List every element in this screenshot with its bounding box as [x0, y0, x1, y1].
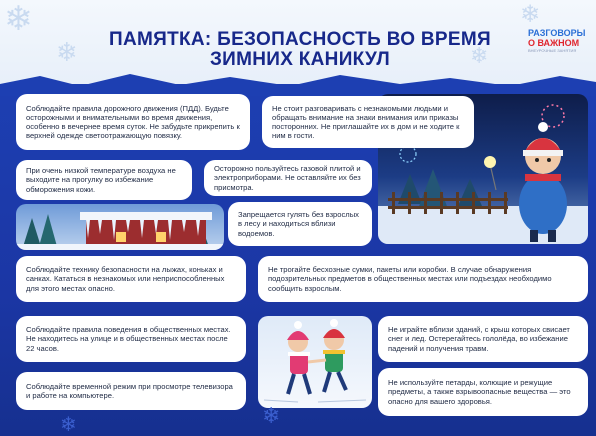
tip-card-screen-time: [16, 372, 246, 410]
tip-text: Осторожно пользуйтесь газовой плитой и электроприборами. Не оставляйте их без присмотра.: [214, 164, 361, 192]
tip-card-low-temperature: [16, 160, 192, 200]
tip-text: Запрещается гулять без взрослых в лесу и находиться вблизи водоемов.: [238, 210, 359, 238]
tip-card-fireworks: [378, 368, 588, 416]
logo: [528, 28, 592, 58]
tip-card-traffic-rules: [16, 94, 250, 150]
content-panel: [0, 84, 596, 436]
tip-text: Соблюдайте технику безопасности на лыжах, коньках и санках. Кататься в незнакомых или неприспособленных для этого местах опасно.: [26, 265, 225, 293]
snowflake-icon: ❄: [520, 0, 541, 28]
tip-card-gas-stove: [204, 160, 372, 196]
logo-line-2: О ВАЖНОМ: [528, 38, 580, 48]
tip-card-public-places: [16, 316, 246, 362]
snowflake-icon: ❄: [470, 44, 489, 69]
tip-card-forest-water: [228, 202, 372, 246]
logo-line-1: РАЗГОВОРЫ: [528, 28, 586, 38]
tip-text: Соблюдайте правила поведения в общественных местах. Не находитесь на улице и в общественных местах после 22 часов.: [26, 325, 231, 353]
tip-card-skiing-skating: [16, 256, 246, 302]
tip-text: Не используйте петарды, колющие и режущие предметы, а также взрывоопасные вещества — это опасно для вашего здоровья.: [388, 378, 571, 406]
title-line-2: ЗИМНИХ КАНИКУЛ: [209, 49, 391, 70]
tip-text: Не играйте вблизи зданий, с крыш которых свисает снег и лед. Остерегайтесь гололёда, во избежание падений и получения травм.: [388, 325, 570, 353]
title-line-1: ПАМЯТКА: БЕЗОПАСНОСТЬ ВО ВРЕМЯ: [109, 29, 491, 50]
snowflake-icon: ❄: [262, 404, 281, 429]
page-title: [90, 30, 510, 70]
icicles-house-illustration: [16, 204, 224, 250]
snowflake-icon: ❄: [60, 412, 77, 436]
tip-text: Соблюдайте временной режим при просмотре телевизора и работе на компьютере.: [26, 381, 233, 400]
tip-text: Не трогайте бесхозные сумки, пакеты или коробки. В случае обнаружения подозрительных предметов в общественных местах или подъездах необходимо сообщить взрослым.: [268, 265, 552, 293]
snowflake-icon: ❄: [56, 38, 78, 68]
snowflake-icon: ❄: [4, 0, 33, 39]
tip-text: Соблюдайте правила дорожного движения (ПДД). Будьте осторожными и внимательными во время движения, особенно в вечернее время суток. Не забудьте прикрепить к верхней одежде светоотражающую повязку.: [26, 103, 240, 141]
tip-card-icicles-ice: [378, 316, 588, 362]
tip-text: При очень низкой температуре воздуха не выходите на прогулку во избежание обморожения кожи.: [26, 166, 176, 194]
skaters-illustration: [258, 316, 372, 408]
tip-card-suspicious-items: [258, 256, 588, 302]
mountains-decoration: [0, 72, 596, 96]
logo-line-3: ВНЕУРОЧНЫЕ ЗАНЯТИЯ: [528, 48, 577, 53]
tip-text: Не стоит разговаривать с незнакомыми людьми и обращать внимание на знаки внимания или приказы посторонних. Не приглашайте их в дом и не ходите к ним в гости.: [272, 103, 460, 141]
tip-card-strangers: [262, 96, 474, 148]
